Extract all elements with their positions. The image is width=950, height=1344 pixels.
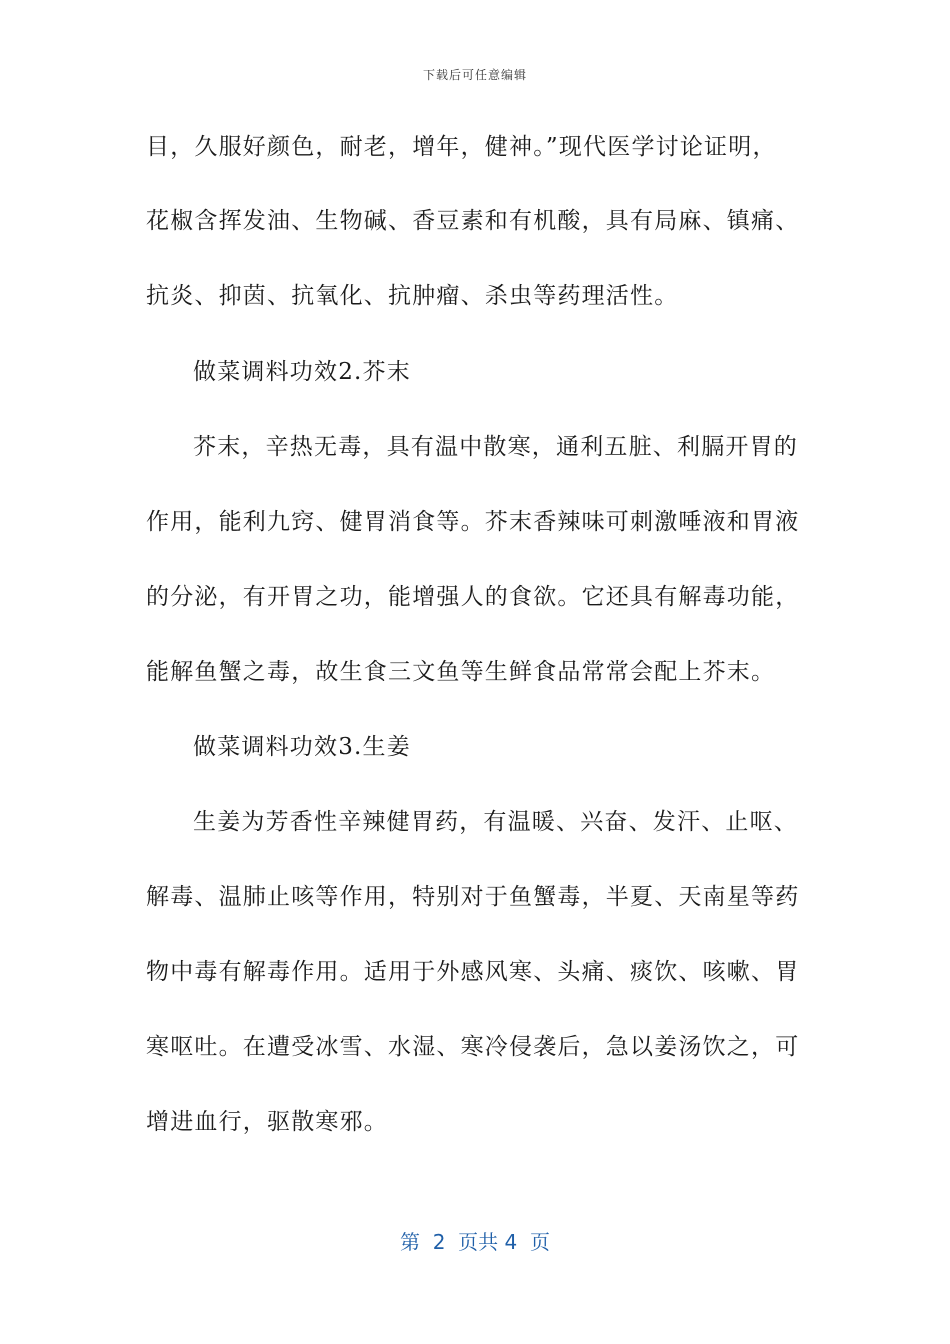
page-number: 第 2 页共 4 页 (400, 1230, 550, 1254)
section-heading: 做菜调料功效2.芥末 (193, 359, 411, 385)
text-line: 的分泌，有开胃之功，能增强人的食欲。它还具有解毒功能， (146, 584, 800, 610)
section-heading: 做菜调料功效3.生姜 (193, 734, 411, 760)
text-line: 物中毒有解毒作用。适用于外感风寒、头痛、痰饮、咳嗽、胃 (146, 959, 800, 985)
text-line: 作用，能利九窍、健胃消食等。芥末香辣味可刺激唾液和胃液 (146, 509, 800, 535)
text-line: 解毒、温肺止咳等作用，特别对于鱼蟹毒，半夏、天南星等药 (146, 884, 800, 910)
text-line: 增进血行，驱散寒邪。 (146, 1109, 388, 1135)
text-line: 抗炎、抑茵、抗氧化、抗肿瘤、杀虫等药理活性。 (146, 283, 679, 309)
text-line: 芥末，辛热无毒，具有温中散寒，通利五脏、利膈开胃的 (193, 434, 798, 460)
text-line: 目，久服好颜色，耐老，增年，健神。”现代医学讨论证明， (146, 134, 777, 160)
text-line: 寒呕吐。在遭受冰雪、水湿、寒冷侵袭后，急以姜汤饮之，可 (146, 1034, 800, 1060)
download-note: 下载后可任意编辑 (422, 68, 527, 82)
text-line: 生姜为芳香性辛辣健胃药，有温暖、兴奋、发汗、止呕、 (193, 809, 798, 835)
text-line: 花椒含挥发油、生物碱、香豆素和有机酸，具有局麻、镇痛、 (146, 208, 800, 234)
text-line: 能解鱼蟹之毒，故生食三文鱼等生鲜食品常常会配上芥末。 (146, 659, 776, 685)
